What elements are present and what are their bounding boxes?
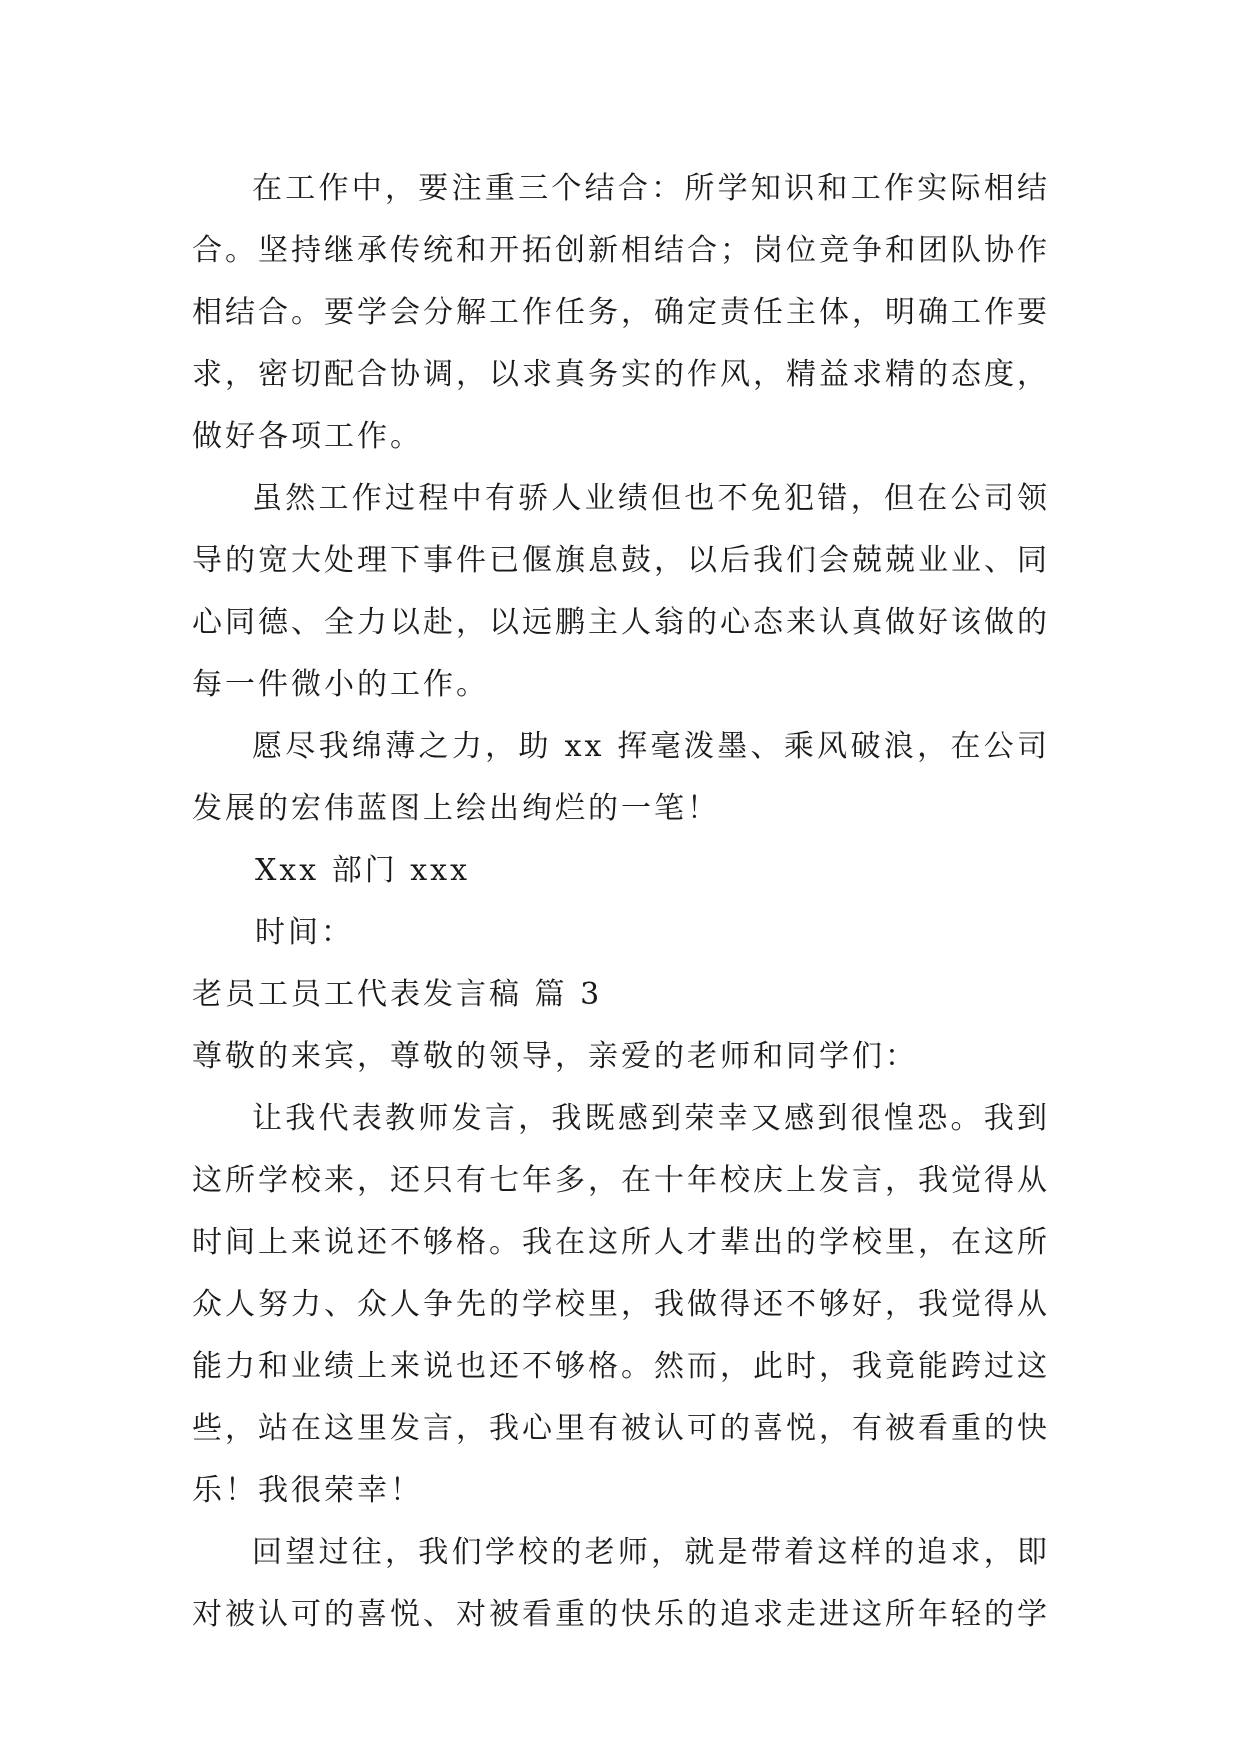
time-label: 时间： (255, 915, 354, 950)
paragraph-commitment: 愿尽我绵薄之力，助 xx 挥毫泼墨、乘风破浪，在公司发展的宏伟蓝图上绘出绚烂的一笔！ (192, 729, 1050, 826)
paragraph-honor: 让我代表教师发言，我既感到荣幸又感到很惶恐。我到这所学校来，还只有七年多，在十年校庆上发言，我觉得从时间上来说还不够格。我在这所人才辈出的学校里，在这所众人努力、众人争先的学校里，我做得还不够好，我觉得从能力和业绩上来说也还不够格。然而，此时，我竟能跨过这些，站在这里发言，我心里有被认可的喜悦，有被看重的快乐！我很荣幸！ (192, 1101, 1050, 1508)
document-page (192, 158, 1050, 1646)
paragraph-mistakes: 虽然工作过程中有骄人业绩但也不免犯错，但在公司领导的宽大处理下事件已偃旗息鼓，以后我们会兢兢业业、同心同德、全力以赴，以远鹏主人翁的心态来认真做好该做的每一件微小的工作。 (192, 481, 1050, 702)
salutation: 尊敬的来宾，尊敬的领导，亲爱的老师和同学们： (192, 1039, 918, 1074)
paragraph-teamwork: 在工作中，要注重三个结合：所学知识和工作实际相结合。坚持继承传统和开拓创新相结合；岗位竞争和团队协作相结合。要学会分解工作任务，确定责任主体，明确工作要求，密切配合协调，以求真务实的作风，精益求精的态度，做好各项工作。 (192, 171, 1050, 454)
signature-line: Xxx 部门 xxx (255, 853, 471, 888)
paragraph-retrospect: 回望过往，我们学校的老师，就是带着这样的追求，即对被认可的喜悦、对被看重的快乐的追求走进这所年轻的学 (192, 1535, 1050, 1632)
section-title: 老员工员工代表发言稿 篇 3 (192, 977, 603, 1012)
